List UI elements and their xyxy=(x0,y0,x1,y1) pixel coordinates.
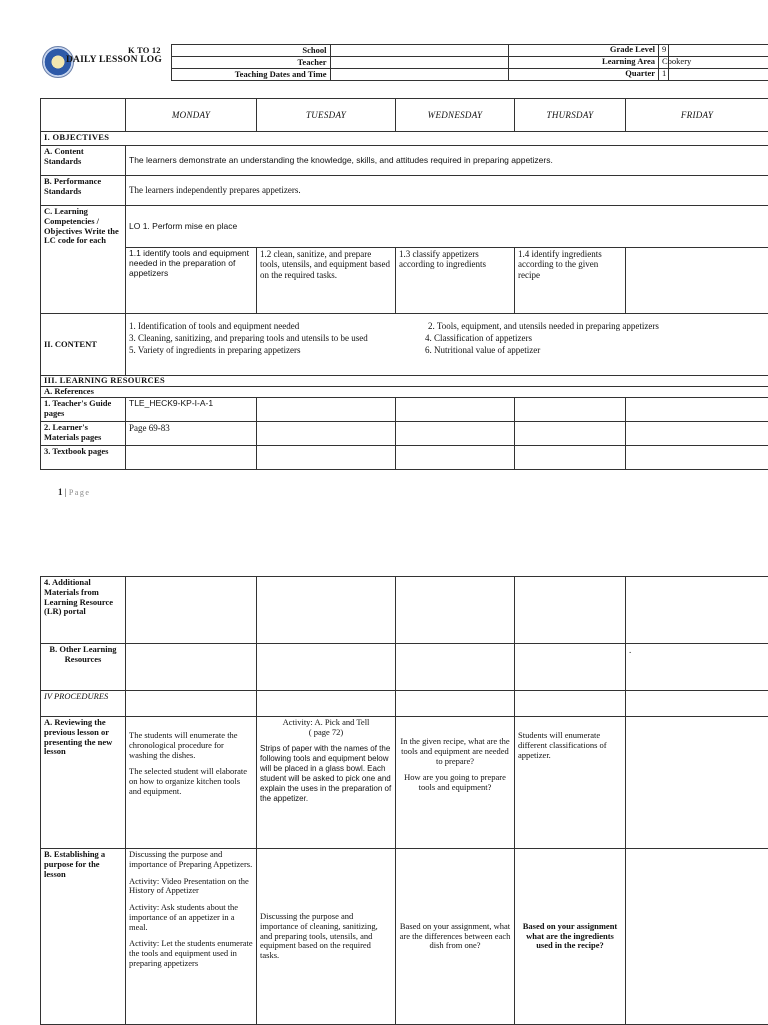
purpose-friday xyxy=(626,849,768,1025)
purpose-thursday: Based on your assignment what are the ingredients used in the recipe? xyxy=(515,849,626,1025)
reviewing-label: A. Reviewing the previous lesson or presenting the new lesson xyxy=(41,717,126,849)
stray-dot: . xyxy=(629,645,631,655)
content-item-5: 5. Variety of ingredients in preparing appetizers xyxy=(129,345,301,355)
establishing-purpose-label: B. Establishing a purpose for the lesson xyxy=(41,849,126,1025)
pick-and-tell-page: ( page 72) xyxy=(260,728,392,738)
performance-standards-label: B. Performance Standards xyxy=(41,176,126,206)
teachers-guide-label: 1. Teacher's Guide pages xyxy=(41,398,126,422)
tg-cell-fri xyxy=(626,398,768,422)
content-heading: II. CONTENT xyxy=(41,314,126,376)
tb-cell-thu xyxy=(515,446,626,470)
tb-cell-tue xyxy=(257,446,396,470)
quarter-value: 1 xyxy=(659,69,768,81)
reviewing-monday-2: The selected student will elaborate on how to organize kitchen tools and equipment. xyxy=(129,767,253,796)
page-number xyxy=(58,487,90,497)
purpose-monday-4: Activity: Let the students enumerate the tools and equipment used in preparing appetizers xyxy=(129,939,253,968)
pr-cell-thu xyxy=(515,691,626,717)
content-item-1: 1. Identification of tools and equipment needed xyxy=(129,321,299,331)
purpose-monday xyxy=(126,849,257,1025)
am-cell-mon xyxy=(126,577,257,644)
lo-text: LO 1. Perform mise en place xyxy=(126,206,768,248)
content-lines xyxy=(129,319,765,371)
competency-monday: 1.1 identify tools and equipment needed in the preparation of appetizers xyxy=(126,248,257,314)
purpose-tuesday: Discussing the purpose and importance of cleaning, sanitizing, and preparing tools, utensils, and equipment based on the required tasks. xyxy=(257,849,396,1025)
resources-heading: III. LEARNING RESOURCES xyxy=(41,376,768,387)
or-cell-wed xyxy=(396,644,515,691)
lm-cell-wed xyxy=(396,422,515,446)
tb-cell-mon xyxy=(126,446,257,470)
tb-cell-fri xyxy=(626,446,768,470)
references-label: A. References xyxy=(41,387,768,398)
textbook-label: 3. Textbook pages xyxy=(41,446,126,470)
reviewing-friday xyxy=(626,717,768,849)
dll-title: K TO 12 DAILY LESSON LOG xyxy=(66,55,162,66)
lm-cell-tue xyxy=(257,422,396,446)
am-cell-fri xyxy=(626,577,768,644)
purpose-monday-1: Discussing the purpose and importance of Preparing Appetizers. xyxy=(129,850,253,870)
content-standards-text: The learners demonstrate an understanding the knowledge, skills, and attitudes required in preparing appetizers. xyxy=(126,146,768,176)
reviewing-thursday: Students will enumerate different classifications of appetizer. xyxy=(515,717,626,849)
or-cell-tue xyxy=(257,644,396,691)
am-cell-tue xyxy=(257,577,396,644)
purpose-wednesday: Based on your assignment, what are the differences between each dish from one? xyxy=(396,849,515,1025)
teachers-guide-value: TLE_HECK9-KP-I-A-1 xyxy=(126,398,257,422)
grade-level-value: 9 xyxy=(659,45,768,57)
dates-label: Teaching Dates and Time xyxy=(171,69,330,81)
day-wednesday: WEDNESDAY xyxy=(396,99,515,132)
content-item-6: 6. Nutritional value of appetizer xyxy=(425,345,540,355)
header-logo-cell xyxy=(40,45,171,81)
pick-and-tell-title: Activity: A. Pick and Tell xyxy=(260,718,392,728)
grade-level-label: Grade Level xyxy=(509,45,659,57)
corner-cell xyxy=(41,99,126,132)
reviewing-tuesday xyxy=(257,717,396,849)
lm-cell-fri xyxy=(626,422,768,446)
day-tuesday: TUESDAY xyxy=(257,99,396,132)
page-number-sep: | xyxy=(63,487,69,497)
learning-area-label: Learning Area xyxy=(509,57,659,69)
purpose-monday-2: Activity: Video Presentation on the History of Appetizer xyxy=(129,877,253,897)
day-friday: FRIDAY xyxy=(626,99,768,132)
performance-standards-text: The learners independently prepares appetizers. xyxy=(126,176,768,206)
page-word: Page xyxy=(69,488,91,497)
page-number-value: 1 xyxy=(58,487,63,497)
other-resources-label: B. Other Learning Resources xyxy=(41,644,126,691)
school-label: School xyxy=(171,45,330,57)
am-cell-wed xyxy=(396,577,515,644)
or-cell-thu xyxy=(515,644,626,691)
day-monday: MONDAY xyxy=(126,99,257,132)
lesson-table-page1 xyxy=(40,98,768,470)
content-item-4: 4. Classification of appetizers xyxy=(425,333,532,343)
tb-cell-wed xyxy=(396,446,515,470)
reviewing-monday-1: The students will enumerate the chronological procedure for washing the dishes. xyxy=(129,731,253,760)
am-cell-thu xyxy=(515,577,626,644)
pick-and-tell-body: Strips of paper with the names of the following tools and equipment below will be placed in a glass bowl. Each student will be asked to pick one and explain the uses in the preparation of the appetizer. xyxy=(260,744,392,804)
lm-cell-thu xyxy=(515,422,626,446)
pr-cell-mon xyxy=(126,691,257,717)
competencies-label: C. Learning Competencies / Objectives Write the LC code for each xyxy=(41,206,126,314)
content-item-2: 2. Tools, equipment, and utensils needed in preparing appetizers xyxy=(428,321,659,331)
pr-cell-wed xyxy=(396,691,515,717)
learning-area-value: Cookery xyxy=(659,57,768,69)
header-right-table xyxy=(508,44,768,81)
lesson-table-page2 xyxy=(40,576,768,1025)
k12-label: K TO 12 xyxy=(128,46,161,56)
day-thursday: THURSDAY xyxy=(515,99,626,132)
competency-thursday: 1.4 identify ingredients according to the given recipe xyxy=(515,248,626,314)
reviewing-wednesday xyxy=(396,717,515,849)
or-cell-mon xyxy=(126,644,257,691)
reviewing-wednesday-2: How are you going to prepare tools and equipment? xyxy=(399,773,511,793)
additional-materials-label: 4. Additional Materials from Learning Resource (LR) portal xyxy=(41,577,126,644)
learners-materials-value: Page 69-83 xyxy=(126,422,257,446)
objectives-heading: I. OBJECTIVES xyxy=(41,132,768,146)
or-cell-fri xyxy=(626,644,768,691)
competency-tuesday: 1.2 clean, sanitize, and prepare tools, utensils, and equipment based on the required tasks. xyxy=(257,248,396,314)
purpose-monday-3: Activity: Ask students about the importance of an appetizer in a meal. xyxy=(129,903,253,932)
content-cell xyxy=(126,314,768,376)
tg-cell-tue xyxy=(257,398,396,422)
competency-friday xyxy=(626,248,768,314)
pr-cell-tue xyxy=(257,691,396,717)
procedures-heading: IV PROCEDURES xyxy=(41,691,126,717)
pr-cell-fri xyxy=(626,691,768,717)
competency-wednesday: 1.3 classify appetizers according to ingredients xyxy=(396,248,515,314)
teacher-label: Teacher xyxy=(171,57,330,69)
reviewing-monday xyxy=(126,717,257,849)
content-item-3: 3. Cleaning, sanitizing, and preparing tools and utensils to be used xyxy=(129,333,368,343)
learners-materials-label: 2. Learner's Materials pages xyxy=(41,422,126,446)
quarter-label: Quarter xyxy=(509,69,659,81)
tg-cell-wed xyxy=(396,398,515,422)
reviewing-wednesday-1: In the given recipe, what are the tools and equipment are needed to prepare? xyxy=(399,737,511,766)
tg-cell-thu xyxy=(515,398,626,422)
content-standards-label: A. Content Standards xyxy=(41,146,126,176)
